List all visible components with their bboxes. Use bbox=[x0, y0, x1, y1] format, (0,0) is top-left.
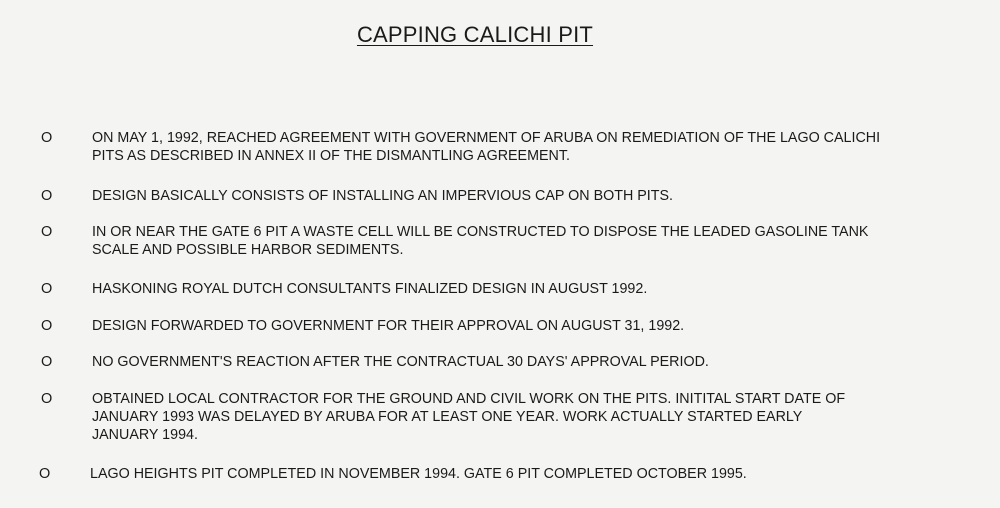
text-line: SCALE AND POSSIBLE HARBOR SEDIMENTS. bbox=[92, 242, 404, 258]
text-line: PITS AS DESCRIBED IN ANNEX II OF THE DISMANTLING AGREEMENT. bbox=[92, 148, 570, 164]
text-line: JANUARY 1994. bbox=[92, 427, 198, 443]
list-item-text bbox=[92, 187, 982, 205]
text-line: DESIGN FORWARDED TO GOVERNMENT FOR THEIR APPROVAL ON AUGUST 31, 1992. bbox=[92, 318, 685, 334]
text-line: OBTAINED LOCAL CONTRACTOR FOR THE GROUND AND CIVIL WORK ON THE PITS. INITITAL START DATE OF bbox=[92, 391, 846, 407]
bullet-marker: O bbox=[41, 281, 53, 297]
text-line: DESIGN BASICALLY CONSISTS OF INSTALLING AN IMPERVIOUS CAP ON BOTH PITS. bbox=[92, 188, 674, 204]
bullet-marker: O bbox=[41, 224, 53, 240]
list-item-text bbox=[92, 353, 982, 371]
text-line: LAGO HEIGHTS PIT COMPLETED IN NOVEMBER 1994. GATE 6 PIT COMPLETED OCTOBER 1995. bbox=[90, 466, 747, 482]
list-item-text bbox=[92, 390, 982, 444]
text-line: JANUARY 1993 WAS DELAYED BY ARUBA FOR AT LEAST ONE YEAR. WORK ACTUALLY STARTED EARLY bbox=[92, 409, 803, 425]
bullet-marker: O bbox=[41, 391, 53, 407]
bullet-marker: O bbox=[41, 188, 53, 204]
list-item-text bbox=[90, 465, 980, 483]
text-line: ON MAY 1, 1992, REACHED AGREEMENT WITH GOVERNMENT OF ARUBA ON REMEDIATION OF THE LAGO CALICHI bbox=[92, 130, 881, 146]
list-item-text bbox=[92, 129, 982, 165]
list-item-text bbox=[92, 223, 982, 259]
bullet-marker: O bbox=[39, 466, 51, 482]
text-line: IN OR NEAR THE GATE 6 PIT A WASTE CELL WILL BE CONSTRUCTED TO DISPOSE THE LEADED GASOLINE TANK bbox=[92, 224, 869, 240]
bullet-marker: O bbox=[41, 354, 53, 370]
bullet-marker: O bbox=[41, 318, 53, 334]
text-line: HASKONING ROYAL DUTCH CONSULTANTS FINALIZED DESIGN IN AUGUST 1992. bbox=[92, 281, 648, 297]
list-item-text bbox=[92, 280, 982, 298]
bullet-marker: O bbox=[41, 130, 53, 146]
page-title: CAPPING CALICHI PIT bbox=[356, 22, 594, 47]
list-item-text bbox=[92, 317, 982, 335]
text-line: NO GOVERNMENT'S REACTION AFTER THE CONTRACTUAL 30 DAYS' APPROVAL PERIOD. bbox=[92, 354, 709, 370]
